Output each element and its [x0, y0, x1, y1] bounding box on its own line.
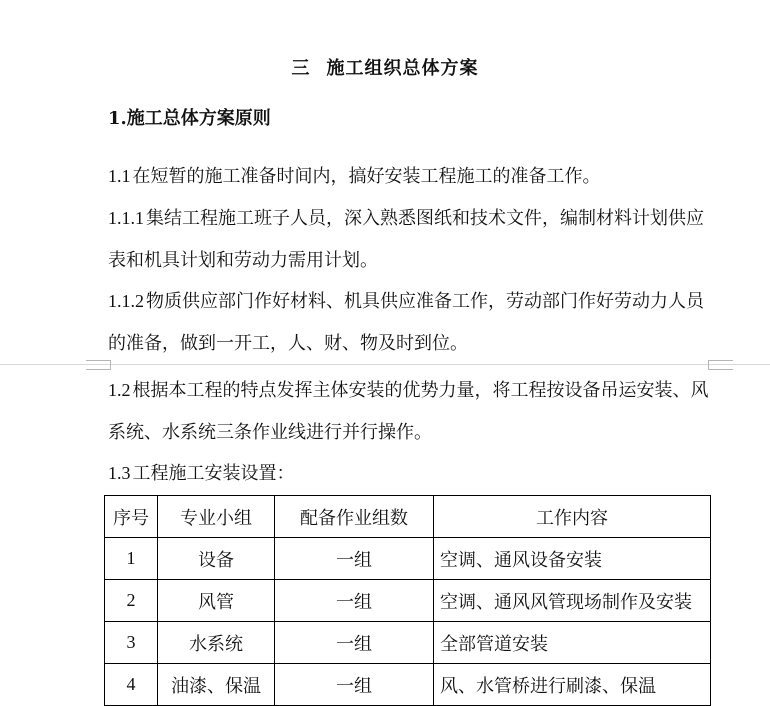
paragraph-text: 工程施工安装设置：	[132, 463, 295, 484]
paragraph-text: 集结工程施工班子人员，深入熟悉图纸和技术文件，编制材料计划供应表和机具计划和劳动力需用计划。	[108, 208, 704, 271]
column-header: 序号	[105, 496, 158, 538]
table-row	[105, 580, 711, 622]
paragraph	[108, 155, 716, 198]
paragraph-text: 在短暂的施工准备时间内，搞好安装工程施工的准备工作。	[132, 166, 601, 187]
column-header: 专业小组	[158, 496, 275, 538]
table-cell: 一组	[275, 538, 434, 580]
table-row	[105, 538, 711, 580]
table-cell: 风管	[158, 580, 275, 622]
page-break-line	[0, 364, 770, 365]
table-cell: 水系统	[158, 622, 275, 664]
table-cell: 一组	[275, 664, 434, 706]
column-header: 配备作业组数	[275, 496, 434, 538]
table-header-row	[105, 496, 711, 538]
table-cell: 4	[105, 664, 158, 706]
table-cell: 1	[105, 538, 158, 580]
table-cell: 一组	[275, 622, 434, 664]
paragraph	[108, 197, 716, 282]
table-row	[105, 622, 711, 664]
paragraph-number: 1.1.1	[108, 208, 144, 228]
table-cell: 2	[105, 580, 158, 622]
title-text: 施工组织总体方案	[326, 58, 479, 79]
table-cell: 空调、通风设备安装	[434, 538, 711, 580]
table-cell: 油漆、保温	[158, 664, 275, 706]
title-prefix: 三	[291, 58, 311, 79]
paragraph	[108, 369, 716, 454]
work-group-table	[104, 495, 711, 706]
table-cell: 空调、通风风管现场制作及安装	[434, 580, 711, 622]
table-cell: 风、水管桥进行刷漆、保温	[434, 664, 711, 706]
paragraph-text: 根据本工程的特点发挥主体安装的优势力量，将工程按设备吊运安装、风系统、水系统三条作业线进行并行操作。	[108, 380, 709, 443]
paragraph-number: 1.2	[108, 380, 131, 400]
paragraph-number: 1.1.2	[108, 291, 144, 311]
table-cell: 一组	[275, 580, 434, 622]
paragraph-text: 物质供应部门作好材料、机具供应准备工作，劳动部门作好劳动力人员的准备，做到一开工，人、财、物及时到位。	[108, 291, 704, 354]
paragraph	[108, 280, 716, 365]
paragraph	[108, 452, 716, 495]
paragraph-number: 1.3	[108, 463, 131, 483]
table-cell: 设备	[158, 538, 275, 580]
column-header: 工作内容	[434, 496, 711, 538]
section-heading: 1.施工总体方案原则	[108, 108, 271, 129]
document-title	[0, 54, 770, 80]
table-cell: 全部管道安装	[434, 622, 711, 664]
paragraph-number: 1.1	[108, 166, 131, 186]
table-cell: 3	[105, 622, 158, 664]
